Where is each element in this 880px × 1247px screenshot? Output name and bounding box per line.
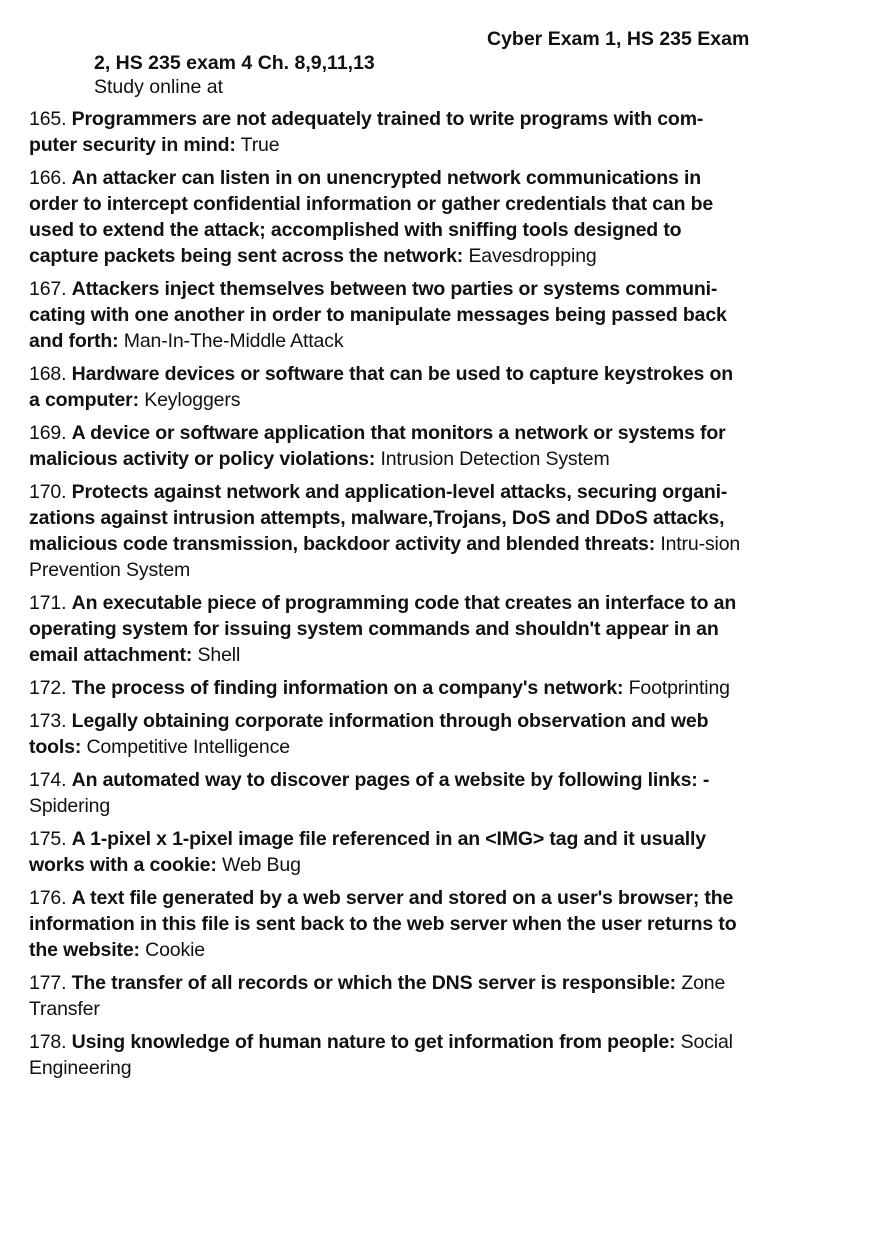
card-definition: Intru-sion Prevention System: [29, 533, 741, 581]
card-definition: Eavesdropping: [468, 245, 597, 267]
flashcard-item: [29, 276, 743, 354]
flashcard-list: [29, 106, 743, 1088]
card-term: Programmers are not adequately trained to write programs with com-puter security in mind:: [29, 108, 704, 156]
flashcard-item: [29, 767, 743, 819]
card-number: 176.: [29, 887, 67, 909]
card-number: 172.: [29, 677, 67, 699]
flashcard-item: [29, 420, 743, 472]
card-term: An attacker can listen in on unencrypted network communications in order to intercept confidential information or gather credentials that can be used to extend the attack; accomplished with sniffing tools designed to capture packets being sent across the network:: [29, 167, 714, 267]
flashcard-item: [29, 590, 743, 668]
study-online-text: Study online at: [94, 76, 224, 98]
document-title-line-2: 2, HS 235 exam 4 Ch. 8,9,11,13: [94, 52, 375, 74]
card-number: 170.: [29, 481, 67, 503]
flashcard-item: [29, 106, 743, 158]
flashcard-item: [29, 970, 743, 1022]
card-definition: True: [240, 134, 280, 156]
flashcard-item: [29, 675, 743, 701]
card-definition: Intrusion Detection System: [380, 448, 610, 470]
card-number: 174.: [29, 769, 67, 791]
card-number: 177.: [29, 972, 67, 994]
card-term: An executable piece of programming code that creates an interface to an operating system for issuing system commands and shouldn't appear in an email attachment:: [29, 592, 737, 666]
card-definition: Keyloggers: [144, 389, 241, 411]
card-definition: Social Engineering: [29, 1031, 733, 1079]
card-term: A 1-pixel x 1-pixel image file referenced in an <IMG> tag and it usually works with a cookie:: [29, 828, 706, 876]
flashcard-item: [29, 885, 743, 963]
card-term: Protects against network and application-level attacks, securing organi-zations against intrusion attempts, malware,Trojans, DoS and DDoS attacks, malicious code transmission, backdoor activity and blended threats:: [29, 481, 728, 555]
card-number: 168.: [29, 363, 67, 385]
card-number: 167.: [29, 278, 67, 300]
flashcard-item: [29, 165, 743, 269]
card-term: Hardware devices or software that can be used to capture keystrokes on a computer:: [29, 363, 734, 411]
flashcard-item: [29, 708, 743, 760]
card-term: A text file generated by a web server and stored on a user's browser; the information in this file is sent back to the web server when the user returns to the website:: [29, 887, 737, 961]
card-number: 175.: [29, 828, 67, 850]
flashcard-item: [29, 826, 743, 878]
card-definition: Cookie: [145, 939, 205, 961]
card-number: 173.: [29, 710, 67, 732]
card-definition: Shell: [197, 644, 241, 666]
card-definition: Footprinting: [628, 677, 730, 699]
card-definition: Zone Transfer: [29, 972, 726, 1020]
card-definition: Web Bug: [222, 854, 301, 876]
flashcard-item: [29, 1029, 743, 1081]
document-title-line-1: Cyber Exam 1, HS 235 Exam: [487, 28, 750, 50]
card-definition: Spidering: [29, 795, 111, 817]
card-term: The process of finding information on a company's network:: [71, 677, 624, 699]
card-number: 178.: [29, 1031, 67, 1053]
card-term: An automated way to discover pages of a website by following links: -: [71, 769, 710, 791]
flashcard-item: [29, 361, 743, 413]
card-number: 166.: [29, 167, 67, 189]
flashcard-item: [29, 479, 743, 583]
card-number: 171.: [29, 592, 67, 614]
card-term: Legally obtaining corporate information through observation and web tools:: [29, 710, 709, 758]
card-term: The transfer of all records or which the DNS server is responsible:: [71, 972, 677, 994]
card-term: A device or software application that monitors a network or systems for malicious activity or policy violations:: [29, 422, 726, 470]
card-definition: Man-In-The-Middle Attack: [123, 330, 344, 352]
card-definition: Competitive Intelligence: [86, 736, 290, 758]
card-term: Attackers inject themselves between two parties or systems communi-cating with one another in order to manipulate messages being passed back and forth:: [29, 278, 727, 352]
card-number: 169.: [29, 422, 67, 444]
card-term: Using knowledge of human nature to get information from people:: [71, 1031, 676, 1053]
card-number: 165.: [29, 108, 67, 130]
